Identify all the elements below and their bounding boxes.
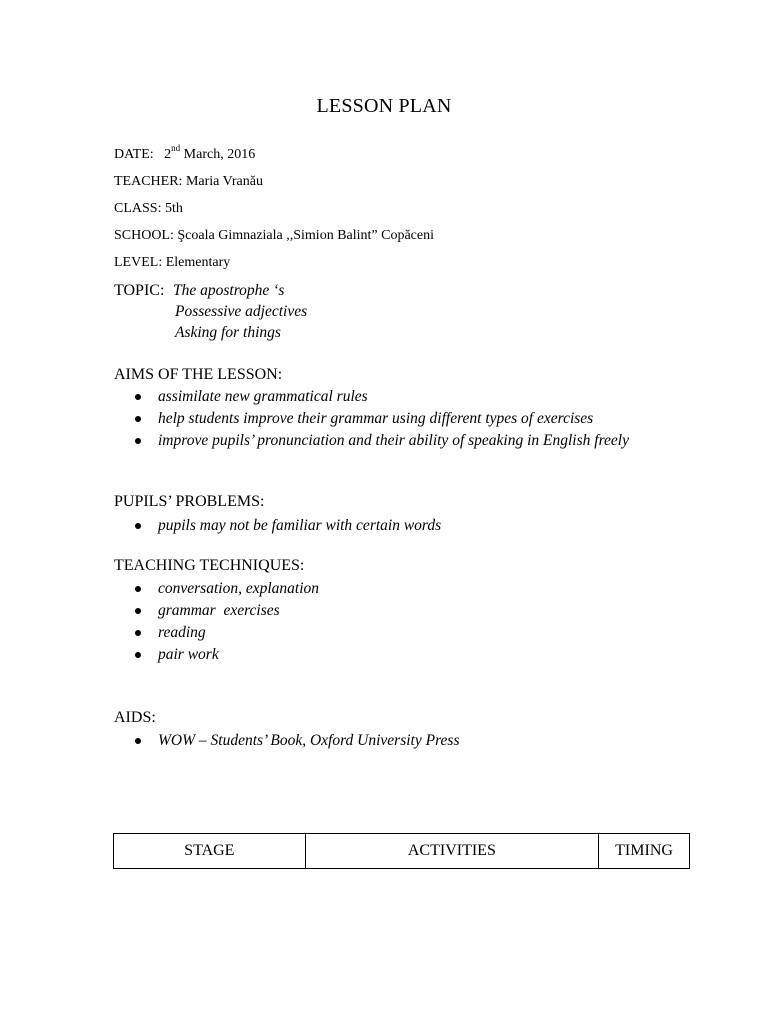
bullet-icon: [135, 394, 141, 400]
table-header-timing: TIMING: [599, 834, 690, 869]
list-item: [114, 515, 674, 537]
topic-label: TOPIC:: [114, 282, 165, 299]
date-day: 2: [164, 147, 172, 162]
list-item: [114, 730, 674, 752]
list-item-text: help students improve their grammar using different types of exercises: [158, 410, 594, 427]
list-item-text: assimilate new grammatical rules: [158, 388, 368, 405]
bullet-icon: [135, 652, 141, 658]
aids-heading: AIDS:: [114, 709, 156, 726]
class-line: CLASS: 5th: [114, 201, 183, 216]
problems-list: [114, 515, 674, 537]
date-label: DATE:: [114, 147, 154, 162]
list-item: [114, 622, 674, 644]
bullet-icon: [135, 738, 141, 744]
table-header-activities: ACTIVITIES: [305, 834, 598, 869]
list-item-text: conversation, explanation: [158, 580, 319, 597]
date-suffix: nd: [171, 143, 181, 154]
list-item-text: WOW – Students’ Book, Oxford University Press: [158, 732, 460, 749]
list-item-text: pair work: [158, 646, 219, 663]
date-line: [114, 143, 256, 164]
topic-item: Possessive adjectives: [175, 303, 308, 320]
aims-list: [114, 386, 674, 452]
list-item-text: improve pupils’ pronunciation and their ability of speaking in English freely: [158, 432, 629, 449]
topic-item: Asking for things: [175, 324, 281, 341]
lesson-table: [113, 833, 690, 869]
teacher-line: TEACHER: Maria Vranău: [114, 174, 263, 189]
techniques-heading: TEACHING TECHNIQUES:: [114, 557, 305, 574]
list-item: [114, 408, 674, 430]
table-header-row: [114, 834, 690, 869]
problems-heading: PUPILS’ PROBLEMS:: [114, 493, 265, 510]
page-title: LESSON PLAN: [316, 95, 452, 117]
topic-item: The apostrophe ‘s: [173, 282, 285, 299]
aids-list: [114, 730, 674, 752]
bullet-icon: [135, 586, 141, 592]
list-item: [114, 430, 658, 452]
bullet-icon: [135, 523, 141, 529]
table-header-stage: STAGE: [114, 834, 306, 869]
list-item: [114, 600, 674, 622]
techniques-list: [114, 578, 674, 666]
list-item-text: pupils may not be familiar with certain words: [158, 517, 442, 534]
bullet-icon: [135, 608, 141, 614]
school-line: SCHOOL: Şcoala Gimnaziala ,,Simion Balint” Copăceni: [114, 228, 434, 243]
list-item: [114, 386, 674, 408]
level-line: LEVEL: Elementary: [114, 255, 231, 270]
list-item-text: grammar exercises: [158, 602, 280, 619]
aims-heading: AIMS OF THE LESSON:: [114, 366, 283, 383]
list-item-text: reading: [158, 624, 206, 641]
bullet-icon: [135, 438, 141, 444]
list-item: [114, 578, 674, 600]
bullet-icon: [135, 630, 141, 636]
bullet-icon: [135, 416, 141, 422]
date-rest: March, 2016: [183, 147, 256, 162]
list-item: [114, 644, 674, 666]
